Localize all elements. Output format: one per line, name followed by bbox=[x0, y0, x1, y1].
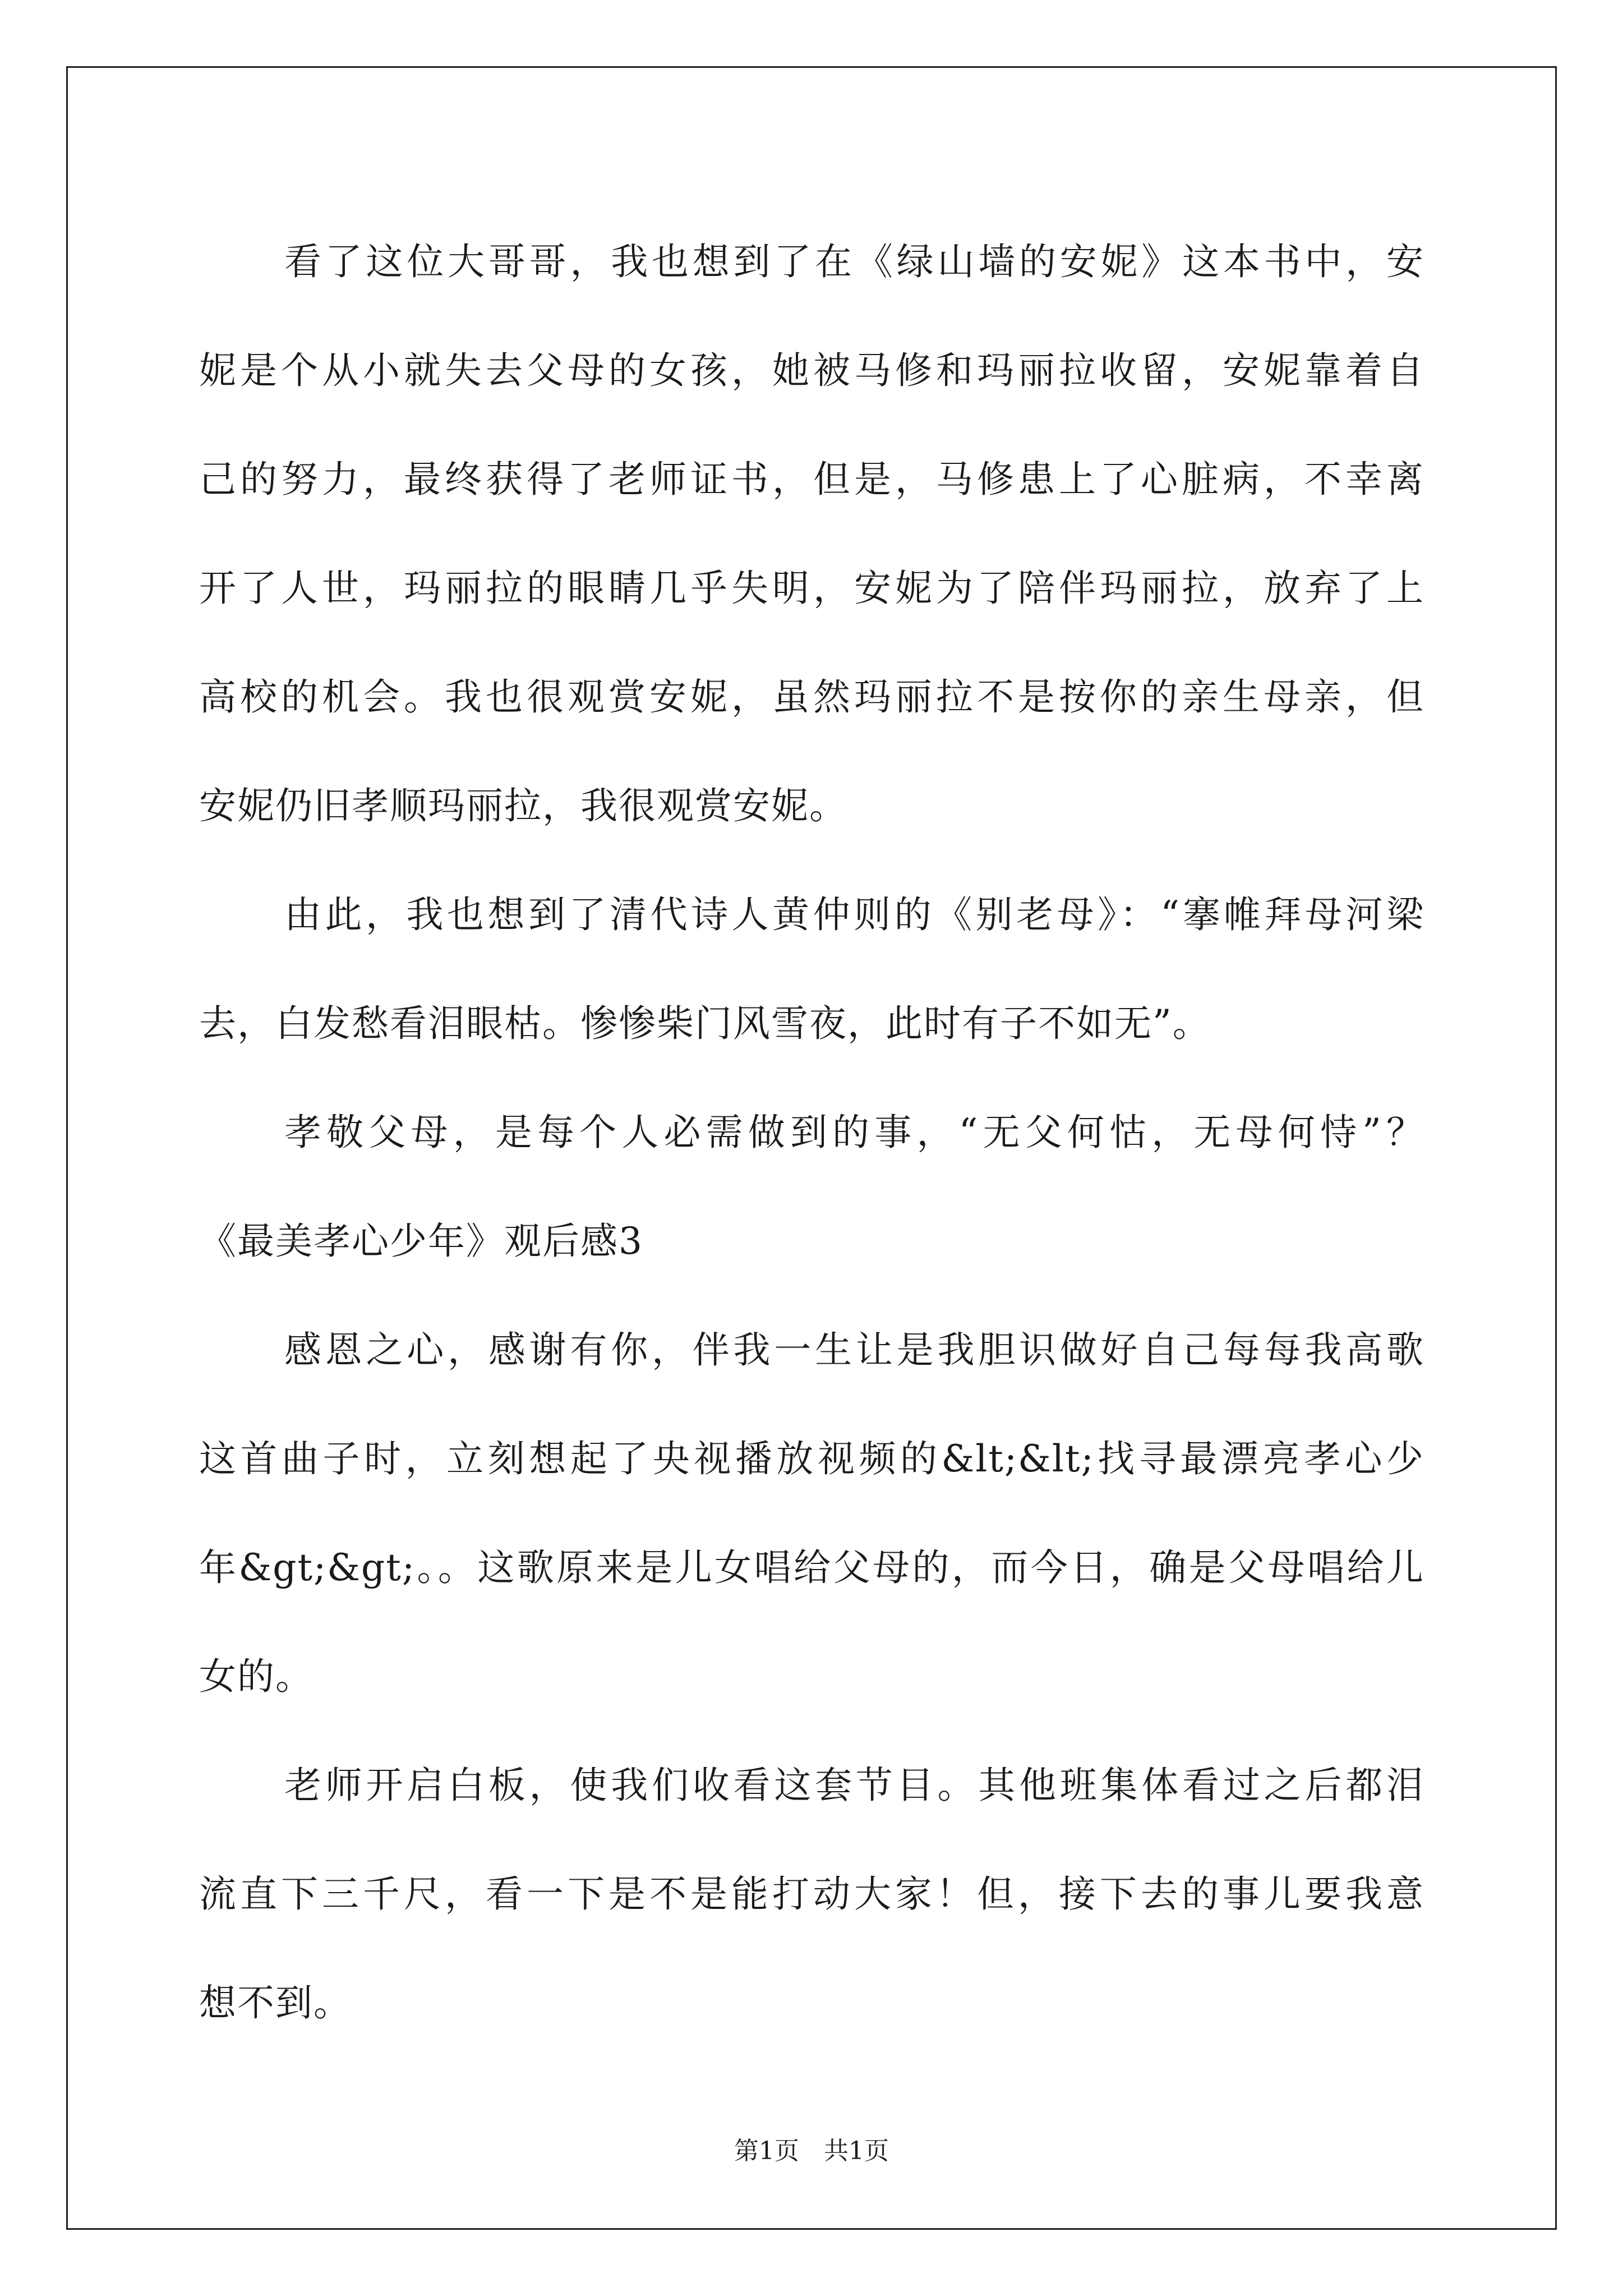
page-total: 共1页 bbox=[824, 2137, 889, 2165]
document-body bbox=[199, 208, 1424, 2058]
text-line: 年&gt;&gt;。。这歌原来是儿女唱给父母的，而今日，确是父母唱给儿 bbox=[199, 1546, 1424, 1589]
text-line: 老师开启白板，使我们收看这套节目。其他班集体看过之后都泪 bbox=[284, 1764, 1424, 1807]
text-line: 己的努力，最终获得了老师证书，但是，马修患上了心脏病，不幸离 bbox=[199, 458, 1424, 501]
text-line: 去，白发愁看泪眼枯。惨惨柴门风雪夜，此时有子不如无”。 bbox=[199, 1002, 1211, 1045]
text-line: 高校的机会。我也很观赏安妮，虽然玛丽拉不是按你的亲生母亲，但 bbox=[199, 675, 1424, 719]
text-line: 这首曲子时，立刻想起了央视播放视频的&lt;&lt;找寻最漂亮孝心少 bbox=[199, 1437, 1424, 1480]
text-line: 安妮仍旧孝顺玛丽拉，我很观赏安妮。 bbox=[199, 784, 847, 827]
text-line: 流直下三千尺，看一下是不是能打动大家！但，接下去的事儿要我意 bbox=[199, 1872, 1424, 1916]
text-line: 女的。 bbox=[199, 1655, 313, 1698]
text-line: 想不到。 bbox=[199, 1981, 352, 2024]
page-footer bbox=[0, 2131, 1623, 2166]
text-line: 孝敬父母，是每个人必需做到的事，“无父何怙，无母何恃”？ bbox=[284, 1111, 1424, 1154]
text-line: 感恩之心，感谢有你，伴我一生让是我胆识做好自己每每我高歌 bbox=[284, 1328, 1424, 1372]
text-line: 由此，我也想到了清代诗人黄仲则的《别老母》：“搴帷拜母河梁 bbox=[284, 893, 1424, 936]
text-line: 妮是个从小就失去父母的女孩，她被马修和玛丽拉收留，安妮靠着自 bbox=[199, 349, 1424, 392]
text-line: 开了人世，玛丽拉的眼睛几乎失明，安妮为了陪伴玛丽拉，放弃了上 bbox=[199, 567, 1424, 610]
text-line: 看了这位大哥哥，我也想到了在《绿山墙的安妮》这本书中，安 bbox=[284, 240, 1424, 283]
page-number: 第1页 bbox=[734, 2137, 799, 2165]
section-heading: 《最美孝心少年》观后感3 bbox=[199, 1220, 643, 1263]
